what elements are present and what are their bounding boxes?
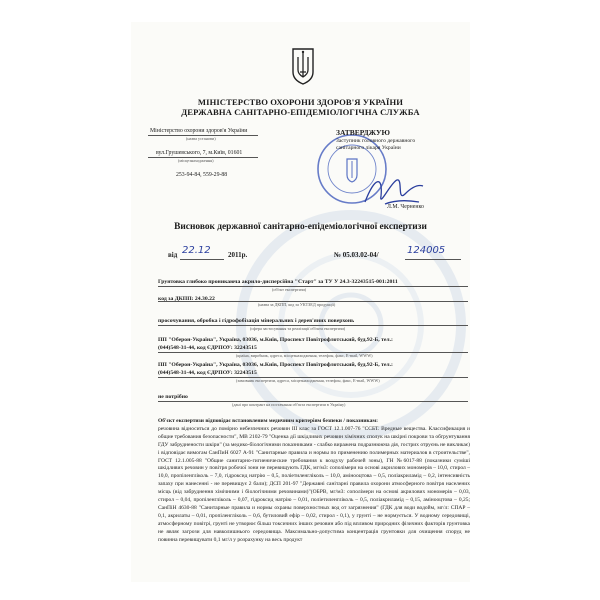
dkpp-field: код за ДКПП: 24.30.22 [158,296,215,302]
manufacturer-field-2: (044)548-31-44, код ЄДРПОУ: 32243515 [158,345,257,351]
coat-of-arms-icon [290,46,316,86]
number-prefix: № 05.03.02-04/ [334,251,379,259]
contract-caption: (дані про контракт на постачання об'єкта експертизи в Україну) [232,402,346,407]
underline [158,286,468,287]
approval-line: Заступник головного державного [336,138,416,144]
handwritten-number: 124005 [407,245,446,256]
document-title: Висновок державної санітарно-епідеміологічної експертизи [174,222,427,232]
body-lead: Об'єкт експертизи відповідає встановленим медичним критеріям безпеки / показникам: [158,418,378,424]
purpose-caption: (сфера застосування та реалізації об'єкта експертизи) [250,326,346,331]
handwritten-date: 22.12 [182,245,211,256]
applicant-caption: (замовник експертизи, адреса, місцезнаходження, телефон, факс, E-mail, WWW) [236,378,380,383]
address-caption: (місцезнаходження) [178,158,214,163]
institution-address: вул.Грушевського, 7, м.Київ, 01601 [156,150,243,156]
contract-field: не потрібно [158,394,188,400]
applicant-field-2: (044)548-31-44, код ЄДРПОУ: 32243515 [158,370,257,376]
product-caption: (об'єкт експертизи) [272,287,307,292]
approval-line: санітарного лікаря України [336,144,401,151]
expertise-body [158,418,470,545]
institution-caption: (назва установи) [186,136,216,141]
signer-name: Л.М. Черненко [387,204,424,210]
product-field: Грунтовка глибоко проникаюча акрило-дисперсійна "Старт" за ТУ У 24.3-32243515-001:2011 [158,279,398,285]
product-code-caption: (назва за ДКПП, код за УКТЗЕД продукції) [258,302,336,307]
ministry-name: МІНІСТЕРСТВО ОХОРОНИ ЗДОРОВ'Я УКРАЇНИ [197,97,404,107]
institution-phone: 253-94-84, 559-29-88 [176,172,228,178]
purpose-field: просочування, обробка і гідрофобізація мінеральних і дерев'яних поверхонь [158,318,355,324]
service-name: ДЕРЖАВНА САНІТАРНО-ЕПІДЕМІОЛОГІЧНА СЛУЖБА [181,107,420,117]
manufacturer-field: ПП "Оберон-Україна", Україна, 03036, м.Київ, Проспект Повітрофлотський, буд.92-Б, тел.: [158,337,393,343]
approval-title: ЗАТВЕРДЖУЮ [336,128,390,137]
approval-position [336,138,415,152]
underline [180,259,224,260]
date-year: 2011р. [228,251,248,259]
underline [405,259,461,260]
applicant-field: ПП "Оберон-Україна", Україна, 03036, м.Київ, Проспект Повітрофлотський, буд.92-Б, тел.: [158,362,393,368]
body-text: речовина відноситься до помірно небезпечних речовин III клас за ГОСТ 12.1.007-76 "ССБТ. Вредные вещества. Классификация и общие требования безопасности", МВ 2102-79 "Оценка дії шкідливих речовин хімічних сполук на шкірні покрови та обгрунтування ГДУ забрудненоcти шкіри" (за медико-біологічними показниками - слабко виражена подразнююча дія, гострих отруєнь не викликає) і відповідає вимогам СанПиН 6027 А-91 "Санитарные правила и нормы по применению полимерных материалов в строительстве", ГОСТ 12.1.005-88 "Общие санитарно-гигиенические требования к воздуху рабочей зоны), ГН №6017-88 (показники суміші шкідливих речовин у повітря робочої зони не перевищують ГДК, мг/м3: сополімери на основі акрилових мономерів – 10,0, стирол – 10,0, пропіленгліколь – 7,0, гідроксид натрію – 0,5, поліетиленгліколь – 10,0, амінооцтова – 0,5, поліакриламід – 0,2, інтенсивність запаху при нанесенні - не перевищує 2 бали); ДСП 201-97 "Державні санітарні правила охорони атмосферного повітря населених місць (від забруднення хімічними і біологічними речовинами)"(ОБРВ, мг/м3: сополімери на основі акрилових мономерів – 0,03, стирол – 0,04, пропіленгліколь – 0,07, гідроксид натрію – 0,01, поліетиленгліколь – 0,5, поліакриламід – 0,15, амінооцтова – 0,25; СанПіН 4630-88 "Санитарные правила и нормы охраны поверхностных вод от загрязнения" (ГДК для води водойм, мг/л: СПАР – 0,1, акрилаты – 0,01, пропіленгліколь – 0,6, бутиловий ефір – 0,02, стирол - 0,1), у грунті – не нормується. У водному середовищі, атмосферному повітрі, грунті не утворює більш токсичних інших речовин або під впливом природних фізичних факторів грунтовка не являє загрози для навколишнього середовища. Максимально-допустима концентрація грунтовки для очищення споруд не повинна перевищувати 0,1 мг/л у розрахунку на весь продукт [158,425,470,543]
manufacturer-caption: (країна, виробник, адреса, місцезнаходження, телефон, факс, E-mail, WWW) [236,353,373,358]
date-prefix: від [168,251,178,259]
institution-name: Міністерство охорони здоров'я України [150,128,248,134]
